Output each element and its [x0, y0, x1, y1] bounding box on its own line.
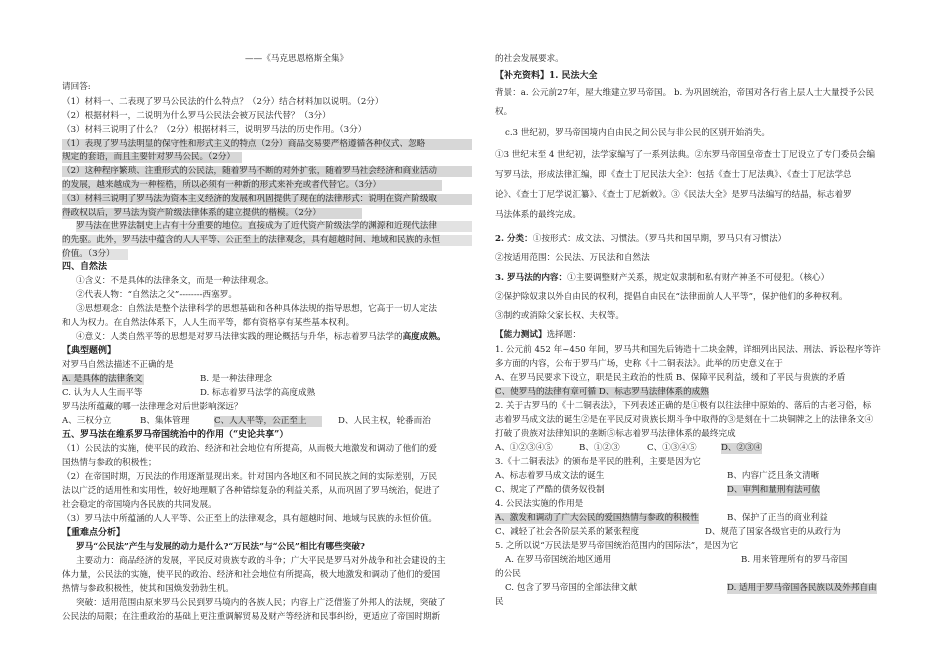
- example-1-option-b: B. 是一种法律理念: [200, 374, 272, 384]
- example-2-option-c: C、人人平等，公正至上: [214, 416, 322, 427]
- codex-line-2: 写罗马法，形成法律汇编，即《查士丁尼民法大全》：包括《查士丁尼法典》、《查士丁尼法学总: [495, 170, 852, 180]
- example-2-option-d: D、人民主权，轮番而治: [338, 416, 431, 426]
- analysis-1-line-3: 热情与参政积极性，使其和国焕发勃勃生机。: [62, 584, 234, 594]
- section-roman-law-role: 五、罗马法在维系罗马帝国统治中的作用（“史论共享”）: [62, 430, 289, 440]
- test-1-line-2: 多方面的内容，公布于罗马广场，史称《十二铜表法》。此举的历史意义在于: [495, 359, 783, 369]
- test-2-line-3: 打破了贵族对法律知识的垄断⑤标志着罗马法律体系的最终完成: [495, 429, 736, 439]
- test-3-option-c: C、规定了严酷的债务奴役制: [495, 485, 605, 495]
- example-1-option-c: C. 认为人人生而平等: [62, 388, 143, 398]
- test-2-line-1: 2. 关于古罗马的《十二铜表法》，下列表述正确的是①极有以往法律中原始的、落后的古老习俗，标: [495, 401, 872, 411]
- answer-3-line-2: 得政权以后，罗马法为资产阶级法律体系的建立提供的楷模。（2分）: [62, 208, 362, 219]
- ability-test-type: 选择题：: [546, 330, 581, 340]
- content-point-1: ①主要调整财产关系，规定奴隶制和私有财产神圣不可侵犯。（核心）: [567, 273, 830, 283]
- analysis-2-line-1: 突破：适用范围由原来罗马公民到罗马境内的各族人民；内容上广泛借鉴了外邦人的法规，突破了: [76, 598, 446, 608]
- test-2-option-d: D、②③④: [721, 443, 763, 453]
- content-label: 3. 罗马法的内容：: [495, 273, 568, 283]
- test-2-option-b: B、①②③: [579, 443, 620, 453]
- background-line-1: 背景：a. 公元前27年，屋大维建立罗马帝国。 b. 为巩固统治，帝国对各行省上层人士大量授予公民: [495, 88, 874, 98]
- test-4-option-b: B、保护了正当的商业利益: [727, 513, 828, 523]
- content-point-3: ③制约或消除父家长权、夫权等。: [495, 311, 624, 321]
- answer-3-line-5: 价值。（3分）: [62, 249, 128, 260]
- test-1-options-cd: C、使罗马的法律有章可循 D、标志罗马法律体系的成熟: [495, 387, 709, 397]
- analysis-1-line-2: 体力量，公民法的实施，使平民的政治、经济和社会地位有所提高，极大地激发和调动了他们的爱国: [62, 570, 441, 580]
- classification-label: 2. 分类：: [495, 234, 533, 244]
- codex-line-1: ①3 世纪末至 4 世纪初，法学家编写了一系列法典。②东罗马帝国皇帝查士丁尼设立了专门委员会编: [495, 150, 876, 160]
- key-question: 罗马“公民法”产生与发展的动力是什么?“万民法”与“公民”相比有哪些突破?: [76, 542, 365, 552]
- classification-scope: ②按适用范围：公民法、万民法和自然法: [495, 253, 650, 263]
- natural-law-point-1: ①含义：不是具体的法律条文，而是一种法律观念。: [76, 276, 274, 286]
- test-2-option-a: A、①②③④⑤: [495, 443, 553, 453]
- key-analysis-heading: 【重难点分析】: [62, 528, 126, 538]
- role-3-line-1: （3）罗马法中所蕴涵的人人平等、公正至上的法律观念，具有超越时间、地域与民族的永恒价值。: [62, 514, 438, 524]
- test-5-option-b-cont: 的公民: [495, 569, 521, 579]
- answer-3-line-1: （3）材料三说明了罗马法为资本主义经济的发展和巩固提供了现在的法律形式：说明在资产阶级取: [62, 194, 472, 205]
- test-5-option-d-cont: 民: [495, 597, 504, 607]
- section-natural-law: 四、自然法: [62, 262, 108, 272]
- question-3: （3）材料三说明了什么？（2分）根据材料三，说明罗马法的历史作用。（3分）: [62, 125, 367, 135]
- background-line-3: c.3 世纪初，罗马帝国境内自由民之间公民与非公民的区别开始消失。: [505, 128, 770, 138]
- typical-examples-heading: 【典型题例】: [62, 346, 117, 356]
- codex-line-4: 马法体系的最终完成。: [495, 210, 581, 220]
- answer-2-line-1: （2）这种程序繁琐、注重形式的公民法，随着罗马不断的对外扩张，随着罗马社会经济和商业活动: [62, 166, 472, 177]
- answer-2-line-2: 的发展，越来越成为一种桎梏，所以必须有一种新的形式来补充或者代替它。（3分）: [62, 180, 442, 191]
- ability-test-heading: 【能力测试】: [495, 330, 547, 340]
- test-3-option-b: B、内容广泛且条文清晰: [727, 471, 820, 481]
- answer-1-line-2: 规定的套语，而且主要针对罗马公民。（2分）: [62, 152, 242, 163]
- question-2: （2）根据材料一，二说明为什么罗马公民法会被万民法代替？（3分）: [62, 111, 331, 121]
- example-2-option-a: A、三权分立: [62, 416, 112, 426]
- role-1-line-2: 国热情与参政的积极性；: [62, 458, 157, 468]
- test-4-option-c: C、减轻了社会各阶层关系的紧张程度: [495, 527, 640, 537]
- test-5-option-c: C. 包含了罗马帝国的全部法律文献: [505, 583, 638, 593]
- example-1-option-d: D. 标志着罗马法学的高度成熟: [200, 388, 316, 398]
- test-1-line-1: 1. 公元前 452 年~450 年间，罗马共和国先后铸造十二块金牌，详细列出民法、刑法、诉讼程序等许: [495, 345, 881, 355]
- test-5-option-a: A. 在罗马帝国统治地区通用: [505, 555, 612, 565]
- analysis-2-line-2: 公民法的局限；在注重政治的基础上更注重调解贸易及财产等经济和民事纠纷，更适应了帝国时期新: [62, 612, 441, 622]
- content: [495, 273, 829, 284]
- role-2-line-3: 社会稳定的帝国境内各民族的共同发展。: [62, 500, 217, 510]
- test-2-line-2: 志着罗马成文法的诞生②是在平民反对贵族长期斗争中取得的③是刻在十二块铜牌之上的法律条文④: [495, 415, 874, 425]
- role-1-line-1: （1）公民法的实施，使平民的政治、经济和社会地位有所提高，从而极大地激发和调动了他们的爱: [62, 444, 438, 454]
- test-2-option-c: C、①③④⑤: [647, 443, 697, 453]
- continued-text: 的社会发展要求。: [495, 54, 564, 64]
- classification-form: ①按形式：成文法、习惯法。（罗马共和国早期，罗马只有习惯法）: [532, 234, 787, 244]
- test-4-option-a: A、激发和调动了广大公民的爱国热情与参政的积极性: [495, 513, 699, 523]
- natural-law-point-4: [76, 332, 446, 343]
- example-1-stem: 对罗马自然法描述不正确的是: [62, 360, 174, 370]
- quote-source: ——《马克思恩格斯全集》: [245, 54, 349, 64]
- question-1: （1）材料一、二表现了罗马公民法的什么特点？（2分）结合材料加以说明。（2分）: [62, 97, 384, 107]
- natural-law-point-4-text: ④意义：人类自然平等的思想是对罗马法律实践的理论概括与升华，标志着罗马法学的: [76, 332, 403, 342]
- content-point-2: ②保护除奴隶以外自由民的权利，提倡自由民在“法律面前人人平等”，保护他们的多种权利。: [495, 292, 848, 302]
- natural-law-point-4-bold: 高度成熟。: [402, 332, 446, 342]
- analysis-1-line-1: 主要动力：商品经济的发展，平民反对贵族专政的斗争；广大平民是罗马对外战争和社会建设的主: [76, 556, 446, 566]
- natural-law-point-3a: ③思想观念：自然法是整个法律科学的思想基础和各种具体法规的指导思想，它高于一切人定法: [76, 304, 437, 314]
- background-line-2: 权。: [495, 107, 513, 117]
- answer-3-line-4: 的先驱。此外，罗马法中蕴含的人人平等、公正至上的法律观念，具有超越时间、地域和民族的永恒: [62, 235, 472, 246]
- test-3-option-d: D、审判和量刑有法可依: [727, 485, 820, 495]
- role-2-line-2: 法以广泛的适用性和实用性，较好地理顺了各种错综复杂的利益关系，从而巩固了罗马统治，促进了: [62, 486, 441, 496]
- test-5-option-b: B. 用来管理所有的罗马帝国: [741, 555, 848, 565]
- example-1-option-a: A. 是具体的法律条文: [62, 374, 143, 384]
- example-2-option-b: B、集体管理: [140, 416, 190, 426]
- test-3-stem: 3.《十二铜表法》的颁布是平民的胜利，主要是因为它: [495, 457, 701, 467]
- role-2-line-1: （2）在帝国时期，万民法的作用逐渐显现出来。针对国内各地区和不同民族之间的实际差别，万民: [62, 472, 438, 482]
- classification: [495, 234, 786, 245]
- codex-line-3: 论》、《查士丁尼学说汇纂》、《查士丁尼新敕》。③《民法大全》是罗马法编写的结晶，标志着罗: [495, 190, 852, 200]
- test-1-options-ab: A、在罗马民要求下设立，职是民主政治的性质 B、保障平民利益，缓和了平民与贵族的矛盾: [495, 373, 846, 383]
- ability-test: [495, 330, 581, 341]
- test-4-stem: 4. 公民法实施的作用是: [495, 499, 584, 509]
- test-3-option-a: A、标志着罗马成文法的诞生: [495, 471, 605, 481]
- test-5-option-d: D. 适用于罗马帝国各民族以及外邦自由: [727, 583, 877, 593]
- answer-1-line-1: （1）表现了罗马法明显的保守性和形式主义的特点（2分）商品交易要严格遵循各种仪式、忽略: [62, 139, 472, 150]
- test-4-option-d: D、规范了国家各级官吏的从政行为: [705, 527, 841, 537]
- test-5-stem: 5. 之所以说“万民法是罗马帝国统治范围内的国际法”，是因为它: [495, 541, 739, 551]
- example-2-stem: 罗马法所蕴藏的哪一法律理念对后世影响深远？: [62, 402, 243, 412]
- natural-law-point-3b: 和人为权力。在自然法体系下，人人生而平等，都有资格享有某些基本权利。: [62, 318, 355, 328]
- answer-3-line-3: 罗马法在世界法制史上占有十分重要的地位。直接成为了近代资产阶级法学的渊源和近现代法律: [76, 221, 472, 232]
- supplement-heading: 【补充资料】1. 民法大全: [495, 71, 598, 81]
- natural-law-point-2: ②代表人物：“自然法之父”--------西塞罗。: [76, 290, 237, 300]
- ask-label: 请回答:: [62, 82, 91, 92]
